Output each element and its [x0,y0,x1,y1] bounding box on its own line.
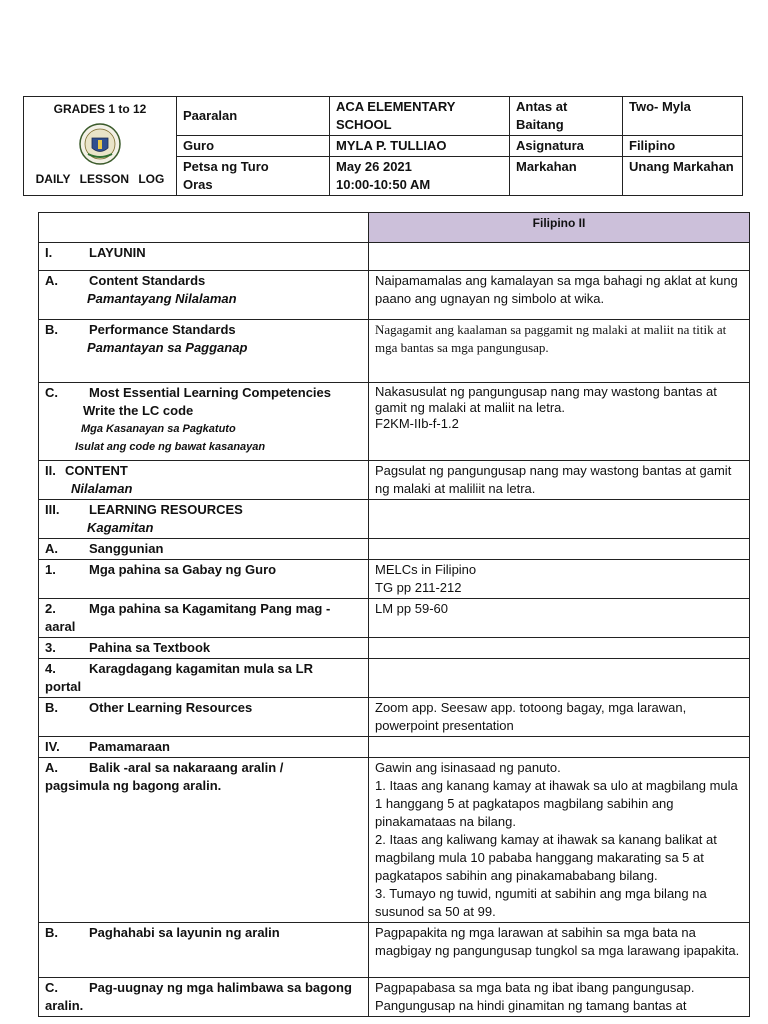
melc-sub1: Mga Kasanayan sa Pagkatuto [81,423,236,435]
pag-uugnay-line1: Pagpapabasa sa mga bata ng ibat ibang pangungusap. [375,980,695,995]
layunin-label: LAYUNIN [89,245,146,260]
other-resources-num: B. [45,700,58,715]
petsa-time: 10:00-10:50 AM [336,177,431,192]
sanggunian-value [369,539,750,560]
textbook-value [369,638,750,659]
content-standards-title: Content Standards [89,273,206,288]
balik-aral-num: A. [45,760,58,775]
asignatura-label: Asignatura [510,136,623,157]
content-standards-value: Naipamamalas ang kamalayan sa mga bahagi ng aklat at kung paano ang ugnayan ng simbolo at wika. [369,271,750,320]
balik-aral-value [369,758,750,923]
melc-num: C. [45,385,58,400]
gabay-value-line2: TG pp 211-212 [375,580,462,595]
header-table [23,96,743,196]
header-blank-cell [39,213,369,243]
learning-resources-label [39,500,369,539]
other-resources-value: Zoom app. Seesaw app. totoong bagay, mga larawan, powerpoint presentation [369,698,750,737]
content-num: II. [45,463,56,478]
textbook-title: Pahina sa Textbook [89,640,211,655]
pamamaraan-num: IV. [45,739,60,754]
other-resources-label [39,698,369,737]
pag-uugnay-label [39,978,369,1017]
sanggunian-label [39,539,369,560]
karagdagang-label [39,659,369,698]
guro-label: Guro [177,136,330,157]
paghahabi-title: Paghahabi sa layunin ng aralin [89,925,280,940]
balik-aral-title2: pagsimula ng bagong aralin. [45,778,222,793]
content-value: Pagsulat ng pangungusap nang may wastong bantas at gamit ng malaki at maliliit na letra. [369,461,750,500]
balik-aral-line: 1. Itaas ang kanang kamay at ihawak sa ulo at magbilang mula 1 hanggang 5 at pagkatapos magbilang sabihin ang pinakamataas na bilang. [375,778,738,829]
learning-resources-sub: Kagamitan [87,520,154,535]
content-standards-num: A. [45,273,58,288]
pag-uugnay-line2: Pangungusap na hindi ginamitan ng tamang bantas at [375,998,687,1013]
paghahabi-num: B. [45,925,58,940]
grades-title: GRADES 1 to 12 [53,102,147,116]
content-label [39,461,369,500]
petsa-label-line1: Petsa ng Turo [183,159,269,174]
melc-title2: Write the LC code [83,403,194,418]
antas-label: Antas at Baitang [510,97,623,136]
textbook-num: 3. [45,640,56,655]
learning-resources-value [369,500,750,539]
gabay-value-line1: MELCs in Filipino [375,562,477,577]
guro-value: MYLA P. TULLIAO [330,136,510,157]
markahan-value: Unang Markahan [623,157,743,196]
performance-standards-num: B. [45,322,58,337]
textbook-label [39,638,369,659]
paghahabi-value: Pagpapakita ng mga larawan at sabihin sa mga bata na magbigay ng pangungusap tungkol sa mga larawang ipapakita. [369,923,750,978]
sanggunian-title: Sanggunian [89,541,164,556]
school-logo-icon [78,122,122,166]
daily-lesson-log-title: DAILY LESSON LOG [35,172,165,186]
balik-aral-line: 3. Tumayo ng tuwid, ngumiti at sabihin ang mga bilang na susunod sa 50 at 99. [375,886,707,919]
petsa-label [177,157,330,196]
learning-resources-title: LEARNING RESOURCES [89,502,243,517]
layunin-row-label [39,243,369,271]
performance-standards-sub: Pamantayan sa Pagganap [87,340,248,355]
performance-standards-label [39,320,369,383]
paaralan-value: ACA ELEMENTARY SCHOOL [330,97,510,136]
gabay-value [369,560,750,599]
column-header: Filipino II [369,213,750,243]
melc-code: F2KM-IIb-f-1.2 [375,416,459,431]
melc-label [39,383,369,461]
paaralan-label: Paaralan [177,97,330,136]
petsa-date: May 26 2021 [336,159,412,174]
pamamaraan-title: Pamamaraan [89,739,170,754]
content-sub: Nilalaman [71,481,133,496]
balik-aral-line: Gawin ang isinasaad ng panuto. [375,760,561,775]
melc-sub2: Isulat ang code ng bawat kasanayan [75,441,266,453]
asignatura-value: Filipino [623,136,743,157]
content-standards-sub: Pamantayang Nilalaman [87,291,237,306]
karagdagang-num: 4. [45,661,56,676]
content-standards-label [39,271,369,320]
pag-uugnay-num: C. [45,980,58,995]
other-resources-title: Other Learning Resources [89,700,253,715]
pamamaraan-value [369,737,750,758]
kagamitan-label [39,599,369,638]
balik-aral-label [39,758,369,923]
karagdagang-title: Karagdagang kagamitan mula sa LR [89,661,313,676]
performance-standards-title: Performance Standards [89,322,236,337]
paghahabi-label [39,923,369,978]
petsa-label-line2: Oras [183,177,213,192]
gabay-num: 1. [45,562,56,577]
balik-aral-line: 2. Itaas ang kaliwang kamay at ihawak sa kanang balikat at magbilang mula 10 pababa hanggang makarating sa 5 at pagkatapos sabihin ang pinakamababang bilang. [375,832,717,883]
gabay-title: Mga pahina sa Gabay ng Guro [89,562,277,577]
layunin-value [369,243,750,271]
antas-value: Two- Myla [623,97,743,136]
content-title: CONTENT [65,463,128,478]
balik-aral-title: Balik -aral sa nakaraang aralin / [89,760,284,775]
gabay-label [39,560,369,599]
kagamitan-value: LM pp 59-60 [369,599,750,638]
sanggunian-num: A. [45,541,58,556]
pamamaraan-label [39,737,369,758]
melc-title: Most Essential Learning Competencies [89,385,332,400]
performance-standards-value: Nagagamit ang kaalaman sa paggamit ng malaki at maliit na titik at mga bantas sa mga pangungusap. [369,320,750,383]
markahan-label: Markahan [510,157,623,196]
kagamitan-title: Mga pahina sa Kagamitang Pang mag - aaral [45,601,331,634]
pag-uugnay-title: Pag-uugnay ng mga halimbawa sa bagong [89,980,352,995]
lesson-table [38,212,750,1017]
pag-uugnay-value [369,978,750,1017]
pag-uugnay-title2: aralin. [45,998,84,1013]
kagamitan-num: 2. [45,601,56,616]
melc-value [369,383,750,461]
melc-value-text: Nakasusulat ng pangungusap nang may wastong bantas at gamit ng malaki at maliit na letra. [375,384,717,415]
karagdagang-title2: portal [45,679,82,694]
learning-resources-num: III. [45,502,60,517]
petsa-value [330,157,510,196]
karagdagang-value [369,659,750,698]
layunin-num: I. [45,245,53,260]
grades-cell [24,97,177,196]
